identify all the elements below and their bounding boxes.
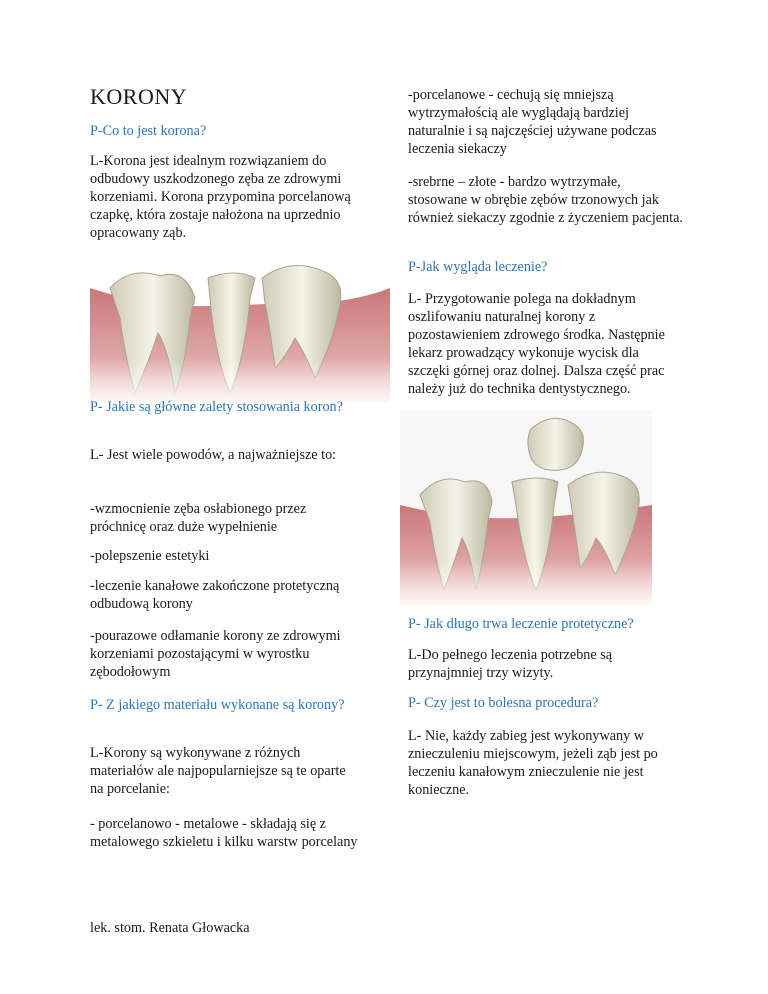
answer-crown-advantages: L- Jest wiele powodów, a najważniejsze to:: [90, 447, 337, 463]
page-title: KORONY: [90, 84, 188, 109]
question-crown-advantages: P- Jakie są główne zalety stosowania koron?: [90, 399, 343, 415]
answer-treatment: L- Przygotowanie polega na dokładnym oszlifowaniu naturalnej korony z pozostawieniem zdrowego środka. Następnie lekarz prowadzący wykonuje wycisk dla szczęki górnej oraz dolnej. Dalsza część prac należy już do technika dentystycznego.: [408, 291, 665, 397]
advantage-aesthetics: -polepszenie estetyki: [90, 548, 210, 564]
material-silver-gold: -srebrne – złote - bardzo wytrzymałe, stosowane w obrębie zębów trzonowych jak również siekaczy zgodnie z życzeniem pacjenta.: [408, 174, 683, 226]
material-porcelain: -porcelanowe - cechują się mniejszą wytrzymałością ale wyglądają bardziej naturalnie i są najczęściej używane podczas leczenia siekaczy: [408, 87, 657, 157]
answer-crown-material: L-Korony są wykonywane z różnych materiałów ale najpopularniejsze są te oparte na porcelanie:: [90, 745, 346, 797]
question-treatment-duration: P- Jak długo trwa leczenie protetyczne?: [408, 616, 634, 632]
teeth-illustration-2: [400, 410, 652, 606]
teeth-illustration-1: [90, 258, 390, 403]
material-porcelain-metal: - porcelanowo - metalowe - składają się z metalowego szkieletu i kilku warstw porcelany: [90, 816, 358, 850]
question-what-is-crown: P-Co to jest korona?: [90, 123, 207, 139]
question-crown-material: P- Z jakiego materiału wykonane są korony?: [90, 697, 345, 713]
advantage-trauma: -pourazowe odłamanie korony ze zdrowymi korzeniami pozostającymi w wyrostku zębodołowym: [90, 628, 341, 680]
question-painful: P- Czy jest to bolesna procedura?: [408, 695, 599, 711]
footer-author: lek. stom. Renata Głowacka: [90, 920, 250, 936]
question-treatment: P-Jak wygląda leczenie?: [408, 259, 548, 275]
answer-treatment-duration: L-Do pełnego leczenia potrzebne są przynajmniej trzy wizyty.: [408, 647, 613, 681]
advantage-root-canal: -leczenie kanałowe zakończone protetyczną odbudową korony: [90, 578, 340, 612]
advantage-strengthening: -wzmocnienie zęba osłabionego przez próchnicę oraz duże wypełnienie: [90, 501, 307, 535]
answer-what-is-crown: L-Korona jest idealnym rozwiązaniem do odbudowy uszkodzonego zęba ze zdrowymi korzeniami. Korona przypomina porcelanową czapkę, która zostaje nałożona na uprzednio opracowany ząb.: [90, 153, 351, 241]
answer-painful: L- Nie, każdy zabieg jest wykonywany w znieczuleniu miejscowym, jeżeli ząb jest po leczeniu kanałowym znieczulenie nie jest konieczne.: [408, 728, 658, 798]
floating-crown: [528, 418, 584, 470]
